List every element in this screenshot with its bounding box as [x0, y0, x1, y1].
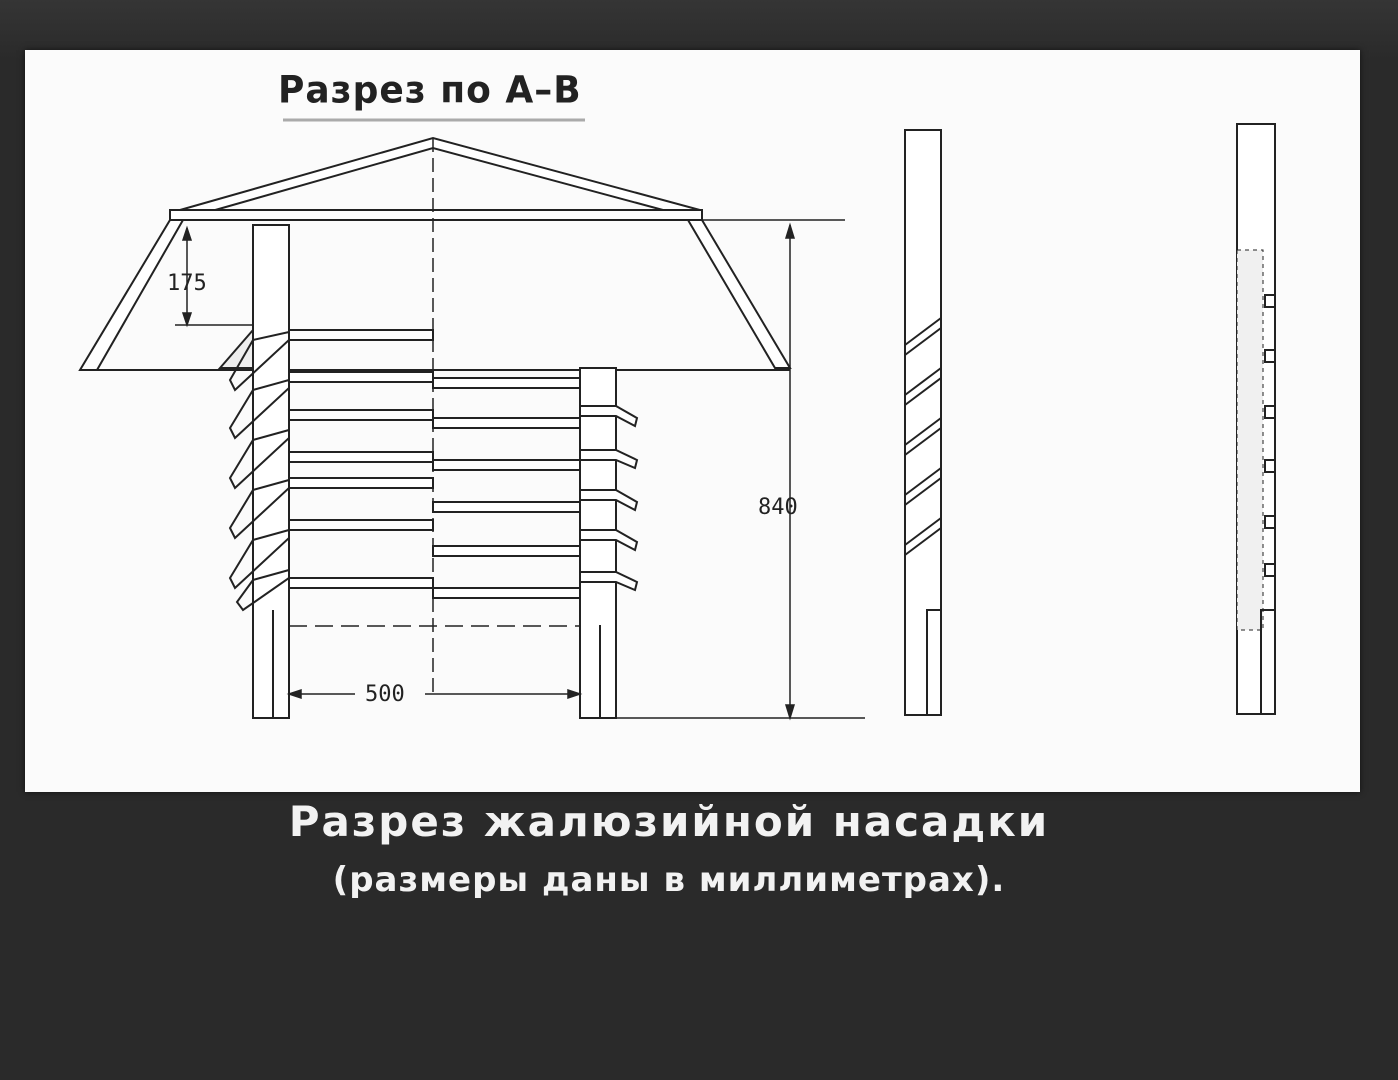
- dimension-175-label: 175: [167, 271, 207, 296]
- dimension-840-label: 840: [758, 495, 798, 520]
- right-shelves: [433, 378, 580, 598]
- caption-title: Разрез жалюзийной насадки: [288, 797, 1050, 846]
- louvre-cap-section-drawing: [25, 50, 1360, 792]
- left-post: [253, 225, 289, 718]
- left-shelves: [289, 330, 433, 588]
- dimension-500: [289, 690, 580, 698]
- side-view-notched-post: [1237, 124, 1275, 714]
- right-post: [580, 368, 616, 718]
- section-title: Разрез по А–В: [278, 68, 582, 113]
- dimension-840: [786, 225, 794, 718]
- drawing-sheet: [25, 50, 1360, 792]
- roof-gable: [170, 138, 702, 222]
- caption-subtitle: (размеры даны в миллиметрах).: [332, 860, 1006, 900]
- side-view-slatted-post: [905, 130, 941, 715]
- dimension-500-label: 500: [365, 682, 405, 707]
